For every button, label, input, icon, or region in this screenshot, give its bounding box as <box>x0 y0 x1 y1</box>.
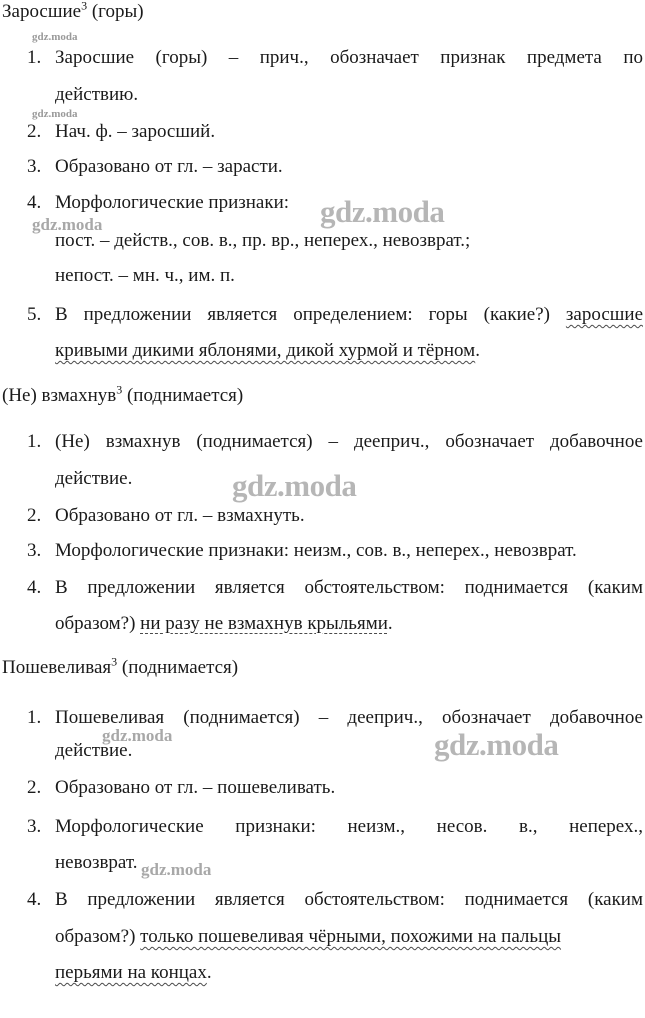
item-text: Образовано от гл. – зарасти. <box>55 156 283 177</box>
item-text-plain: . <box>475 340 480 361</box>
item-number: 5. <box>27 304 42 325</box>
heading-word: Заросшие <box>2 1 82 22</box>
item-text <box>55 612 393 636</box>
item-number: 3. <box>27 816 42 837</box>
section-heading <box>2 384 243 408</box>
item-text-plain: образом?) <box>55 926 141 947</box>
heading-superscript: 3 <box>116 382 123 397</box>
underlined-wavy-text: кривыми дикими яблонями, дикой хурмой и тёрном <box>55 340 476 361</box>
item-number: 3. <box>27 540 42 561</box>
heading-rest: (горы) <box>87 1 144 22</box>
underlined-dashed-text: ни разу не взмахнув крыльями <box>140 613 388 634</box>
heading-word: (Не) взмахнув <box>2 385 117 406</box>
item-text: Пошевеливая (поднимается) – дееприч., обозначает добавочное <box>55 707 643 728</box>
item-text <box>55 339 480 363</box>
item-text-plain: В предложении является определением: горы (какие?) <box>55 304 566 325</box>
item-text: Заросшие (горы) – прич., обозначает признак предмета по <box>55 47 643 68</box>
watermark: gdz.moda <box>32 108 78 120</box>
item-number: 3. <box>27 156 42 177</box>
item-text: Морфологические признаки: неизм., несов. в., неперех., <box>55 816 643 837</box>
item-text-plain: образом?) <box>55 613 141 634</box>
heading-superscript: 3 <box>81 0 88 13</box>
item-text <box>55 303 643 327</box>
item-number: 1. <box>27 47 42 68</box>
item-text: В предложении является обстоятельством: поднимается (каким <box>55 577 643 598</box>
watermark: gdz.moda <box>434 727 559 762</box>
item-number: 2. <box>27 121 42 142</box>
item-text: действие. <box>55 468 133 489</box>
heading-superscript: 3 <box>111 654 118 669</box>
item-text: действию. <box>55 84 139 105</box>
item-text: Образовано от гл. – пошевеливать. <box>55 777 336 798</box>
underlined-wavy-text: заросшие <box>565 304 643 325</box>
watermark: gdz.moda <box>32 215 103 234</box>
item-text: пост. – действ., сов. в., пр. вр., неперех., невозврат.; <box>55 230 471 251</box>
watermark: gdz.moda <box>141 860 212 879</box>
watermark: gdz.moda <box>232 468 357 503</box>
watermark: gdz.moda <box>32 31 78 43</box>
item-text <box>55 961 212 985</box>
heading-word: Пошевеливая <box>2 657 112 678</box>
item-text: Морфологические признаки: <box>55 192 290 213</box>
item-number: 2. <box>27 777 42 798</box>
item-number: 4. <box>27 192 42 213</box>
item-text <box>55 925 561 949</box>
section-heading <box>2 656 238 680</box>
item-text: (Не) взмахнув (поднимается) – дееприч., обозначает добавочное <box>55 431 643 452</box>
item-number: 1. <box>27 431 42 452</box>
item-text: В предложении является обстоятельством: поднимается (каким <box>55 889 643 910</box>
item-number: 4. <box>27 889 42 910</box>
item-text: Морфологические признаки: неизм., сов. в., неперех., невозврат. <box>55 540 577 561</box>
item-number: 1. <box>27 707 42 728</box>
item-number: 4. <box>27 577 42 598</box>
item-text: невозврат. <box>55 852 138 873</box>
watermark: gdz.moda <box>320 194 445 229</box>
item-text: непост. – мн. ч., им. п. <box>55 265 235 286</box>
item-text-plain: . <box>387 613 393 634</box>
item-text: действие. <box>55 740 133 761</box>
item-number: 2. <box>27 505 42 526</box>
watermark: gdz.moda <box>102 726 173 745</box>
underlined-wavy-text: только пошевеливая чёрными, похожими на пальцы <box>140 926 562 947</box>
heading-rest: (поднимается) <box>117 657 239 678</box>
underlined-wavy-text: перьями на концах <box>55 962 207 983</box>
item-text: Образовано от гл. – взмахнуть. <box>55 505 305 526</box>
item-text: Нач. ф. – заросший. <box>55 121 216 142</box>
section-heading <box>2 0 144 24</box>
heading-rest: (поднимается) <box>122 385 244 406</box>
item-text-plain: . <box>206 962 212 983</box>
